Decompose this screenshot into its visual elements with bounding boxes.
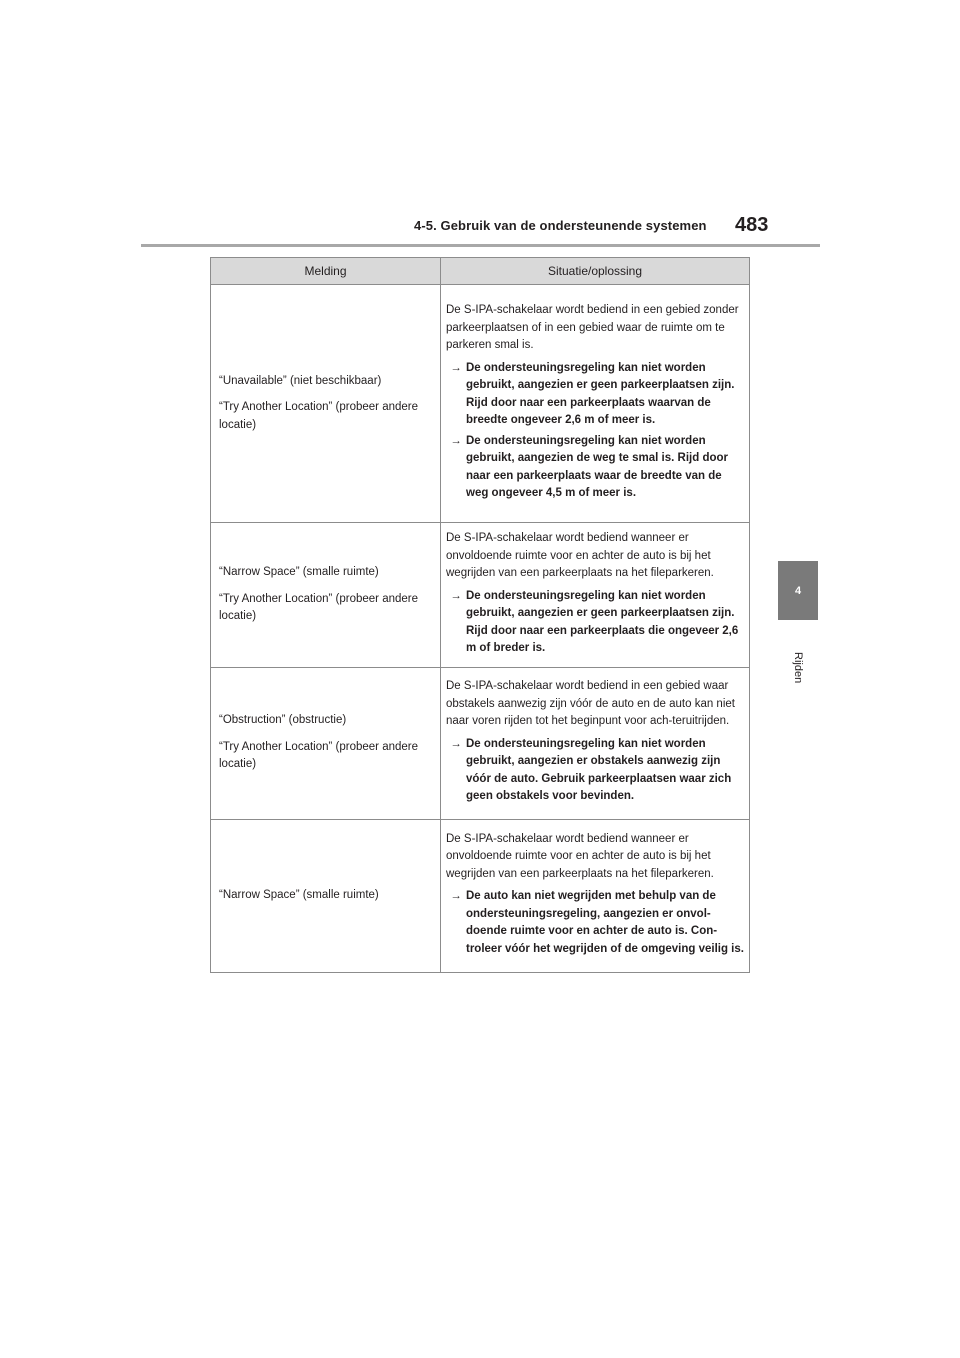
message-cell <box>211 667 441 819</box>
chapter-tab: 4 <box>778 561 818 620</box>
table-row <box>211 285 750 523</box>
situation-cell <box>441 523 750 668</box>
column-header-melding: Melding <box>211 258 441 285</box>
message-text: “Try Another Location” (probeer andere locatie) <box>219 401 419 431</box>
situation-text: De S-IPA-schakelaar wordt bediend in een gebied zonder parkeerplaatsen of in een gebied waar de ruimte om te parkeren smal is. <box>446 304 739 352</box>
table-row <box>211 667 750 819</box>
solution-item <box>446 588 744 658</box>
situation-cell <box>441 819 750 972</box>
page-number: 483 <box>735 214 769 236</box>
table-header-row <box>211 258 750 285</box>
column-header-situatie: Situatie/oplossing <box>441 258 750 285</box>
situation-cell <box>441 285 750 523</box>
arrow-right-icon: → <box>450 361 462 374</box>
chapter-label: Rijden <box>792 652 804 684</box>
situation-text: De S-IPA-schakelaar wordt bediend wanneer er onvoldoende ruimte voor en achter de auto is bij het wegrijden van een parkeerplaats na het fileparkeren. <box>446 532 714 579</box>
solution-text: De ondersteuningsregeling kan niet worden gebruikt, aangezien er obstakels aanwezig zijn vóór de auto. Gebruik parkeerplaatsen waar zich geen obstakels voor bevinden. <box>466 737 732 803</box>
message-text: “Narrow Space” (smalle ruimte) <box>219 566 379 578</box>
table-row <box>211 819 750 972</box>
solution-item <box>446 360 744 430</box>
solution-item <box>446 433 744 503</box>
solution-text: De auto kan niet wegrijden met behulp van de ondersteuningsregeling, aangezien er onvol-doende ruimte voor en achter de auto is. Con-troleer vóór het wegrijden of de omgeving veilig is. <box>466 890 744 955</box>
message-cell <box>211 285 441 523</box>
message-text: “Obstruction” (obstructie) <box>219 714 347 727</box>
arrow-right-icon: → <box>450 589 462 602</box>
situation-text: De S-IPA-schakelaar wordt bediend wanneer er onvoldoende ruimte voor en achter de auto is bij het wegrijden van een parkeerplaats na het fileparkeren. <box>446 832 714 880</box>
solution-text: De ondersteuningsregeling kan niet worden gebruikt, aangezien er geen parkeerplaatsen zijn. Rijd door naar een parkeerplaats die ongeveer 2,6 m of breder is. <box>466 589 739 654</box>
message-cell <box>211 523 441 668</box>
arrow-right-icon: → <box>450 434 462 447</box>
header-divider <box>141 244 820 247</box>
solution-item <box>446 736 744 806</box>
section-title: 4-5. Gebruik van de ondersteunende systemen <box>414 218 707 233</box>
situation-text: De S-IPA-schakelaar wordt bediend in een gebied waar obstakels aanwezig zijn vóór de auto en de auto kan niet naar voren rijden tot het beginpunt voor ach-teruitrijden. <box>446 680 735 728</box>
message-text: “Unavailable” (niet beschikbaar) <box>219 374 382 387</box>
arrow-right-icon: → <box>450 890 462 903</box>
solution-item <box>446 888 744 958</box>
solution-text: De ondersteuningsregeling kan niet worden gebruikt, aangezien de weg te smal is. Rijd door naar een parkeerplaats waar de breedte van de weg ongeveer 4,5 m of meer is. <box>466 434 729 500</box>
message-table <box>210 257 750 973</box>
message-text: “Try Another Location” (probeer andere locatie) <box>219 740 419 771</box>
solution-text: De ondersteuningsregeling kan niet worden gebruikt, aangezien er geen parkeerplaatsen zijn. Rijd door naar een parkeerplaats waarvan de breedte ongeveer 2,6 m of meer is. <box>466 361 735 427</box>
message-text: “Narrow Space” (smalle ruimte) <box>219 888 379 901</box>
message-cell <box>211 819 441 972</box>
message-text: “Try Another Location” (probeer andere locatie) <box>219 592 419 622</box>
situation-cell <box>441 667 750 819</box>
arrow-right-icon: → <box>450 737 462 750</box>
table-row <box>211 523 750 668</box>
